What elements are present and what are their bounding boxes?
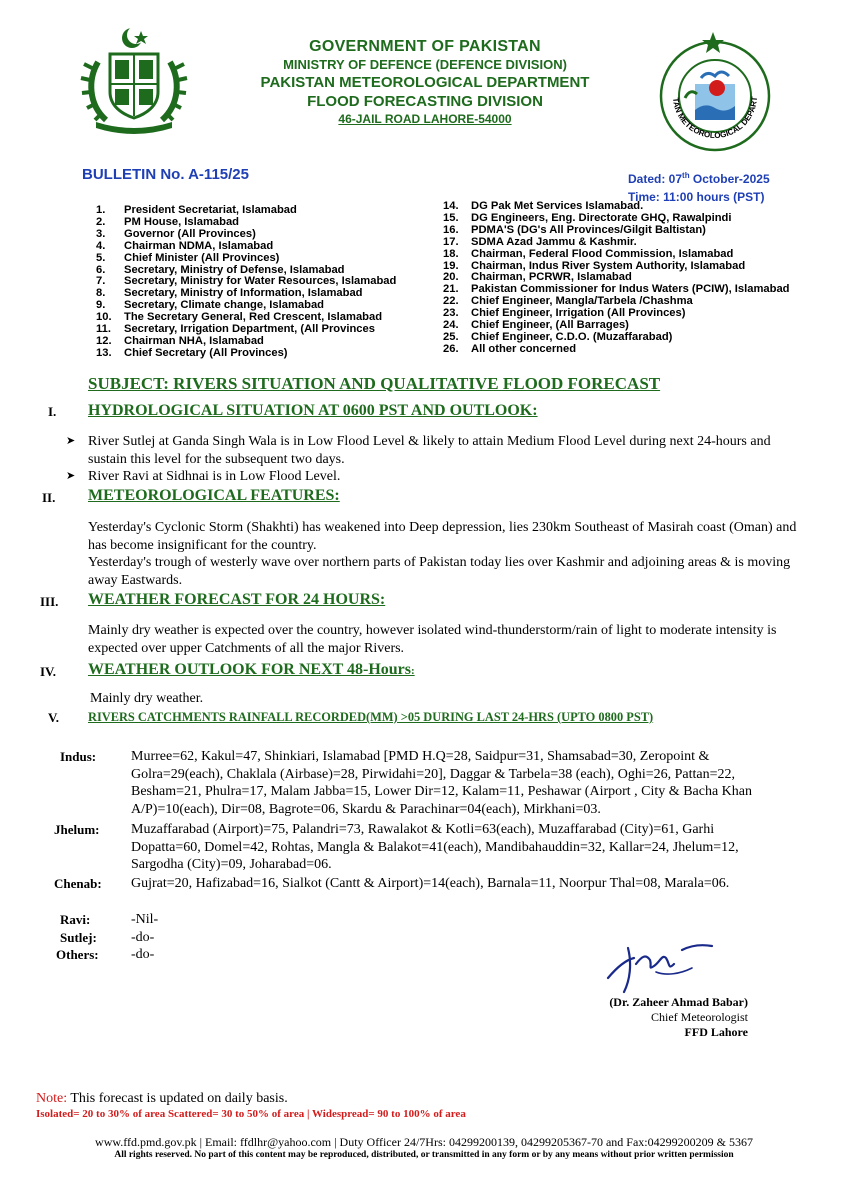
distribution-item-text: All other concerned [471,342,577,355]
distribution-item-text: SDMA Azad Jammu & Kashmir. [471,235,637,248]
signature-title: Chief Meteorologist [651,1010,748,1024]
distribution-item-text: Chairman, Indus River System Authority, Islamabad [471,259,746,272]
distribution-item-number: 2. [96,215,106,228]
distribution-item-text: Chairman, Federal Flood Commission, Islamabad [471,247,734,260]
distribution-item-text: Chief Engineer, Mangla/Tarbela /Chashma [471,295,693,308]
distribution-item [96,348,396,360]
rainfall-label-chenab: Chenab: [54,876,102,891]
section-4-title-text: WEATHER OUTLOOK FOR NEXT 48-Hours [88,661,411,678]
section-4-paragraph-1: Mainly dry weather. [90,691,204,706]
distribution-item-text: Secretary, Climate change, Islamabad [124,299,325,312]
distribution-item-text: Chief Engineer, (All Barrages) [471,319,629,332]
distribution-list-left [96,205,396,360]
distribution-item-text: Chairman, PCRWR, Islamabad [471,271,632,284]
section-3-paragraph-1: Mainly dry weather is expected over the country, however isolated wind-thunderstorm/rain of light to moderate intensity is expected over upper Catchments of all the major Rivers. [88,623,777,656]
pakistan-emblem-icon [78,24,190,134]
distribution-item-text: Secretary, Ministry of Defense, Islamabad [124,263,345,276]
distribution-item-text: Secretary, Ministry for Water Resources, Islamabad [124,275,397,288]
update-note [36,1091,288,1107]
rainfall-text-ravi: -Nil- [131,912,159,927]
distribution-item-number: 6. [96,263,106,276]
distribution-item-number: 20. [443,271,459,284]
distribution-item-number: 8. [96,287,106,300]
rainfall-text-jhelum: Muzaffarabad (Airport)=75, Palandri=73, Rawalakot & Kotli=63(each), Muzaffarabad (City)=61, Garhi Dopatta=60, Domel=42, Rohtas, Mangla & Balakot=41(each), Mandibahauddin=32, Kallar=24, Jhelum=12, Sargodha (City)=09, Joharabad=06. [131,822,739,873]
distribution-item-number: 19. [443,259,459,272]
header-department: PAKISTAN METEOROLOGICAL DEPARTMENT [260,74,590,91]
section-1-title: HYDROLOGICAL SITUATION AT 0600 PST AND OUTLOOK: [88,402,538,419]
distribution-item-number: 3. [96,227,106,240]
distribution-item-number: 10. [96,311,112,324]
distribution-list-right [443,201,790,356]
bulletin-date [628,167,770,188]
distribution-item-text: Chairman NHA, Islamabad [124,334,264,347]
distribution-item-text: Chief Minister (All Provinces) [124,251,280,264]
rainfall-text-others: -do- [131,947,155,962]
footer-rights: All rights reserved. No part of this content may be reproduced, distributed, or transmitted in any form or by any means without prior written permission [114,1150,734,1160]
section-1-bullet-1-text: River Sutlej at Ganda Singh Wala is in Low Flood Level & likely to attain Medium Flood Level during next 24-hours and sustain this level for the subsequent two days. [88,434,771,467]
distribution-item-number: 25. [443,330,459,343]
distribution-item-number: 24. [443,319,459,332]
section-4-title-suffix: : [411,665,415,677]
section-3-title: WEATHER FORECAST FOR 24 HOURS: [88,591,386,608]
distribution-item-number: 12. [96,334,112,347]
distribution-item-text: Chairman NDMA, Islamabad [124,239,274,252]
section-2-title: METEOROLOGICAL FEATURES: [88,487,340,504]
rainfall-label-sutlej: Sutlej: [60,930,97,945]
distribution-item-number: 26. [443,342,459,355]
rainfall-label-ravi: Ravi: [60,912,91,927]
distribution-item-number: 23. [443,307,459,320]
distribution-item-number: 17. [443,235,459,248]
section-3-number: III. [40,594,59,609]
distribution-item-number: 21. [443,283,459,296]
bulletin-time: Time: 11:00 hours (PST) [628,190,765,204]
section-4-title [88,661,415,679]
rainfall-text-indus: Murree=62, Kakul=47, Shinkiari, Islamabad [PMD H.Q=28, Saidpur=31, Shamsabad=30, Zeropoint & Golra=29(each), Chaklala (Airbase)=28, Pirwidahi=20], Daggar & Tarbela=38 (each), Oghi=26, Pattan=22, Besham=21, Phulra=17, Malam Jabba=15, Lower Dir=12, Kalam=11, Peshawar (Airport , City & Bacha Khan A/P)=10(each), Dir=08, Bagrote=06, Skardu & Parachinar=04(each), Mirkhani=03. [131,749,752,817]
distribution-item-text: Governor (All Provinces) [124,227,256,240]
rainfall-label-others: Others: [56,947,99,962]
distribution-item-text: PM House, Islamabad [124,215,240,228]
footer-contact: www.ffd.pmd.gov.pk | Email: ffdlhr@yahoo.com | Duty Officer 24/7Hrs: 04299200139, 04299205367-70 and Fax:04299200209 & 5367 [95,1135,753,1149]
distribution-item-number: 16. [443,223,459,236]
rainfall-label-indus: Indus: [60,749,97,764]
distribution-item-number: 7. [96,275,106,288]
rainfall-text-chenab: Gujrat=20, Hafizabad=16, Sialkot (Cantt & Airport)=14(each), Barnala=11, Noorpur Thal=08, Marala=06. [131,876,730,891]
subject-line: SUBJECT: RIVERS SITUATION AND QUALITATIVE FLOOD FORECAST [88,374,661,393]
distribution-item-text: Chief Secretary (All Provinces) [124,346,288,359]
section-4-number: IV. [40,664,57,679]
pmd-logo-text: TAN METEOROLOGICAL DEPART [670,96,760,141]
section-1-number: I. [48,404,57,419]
signature-block [540,995,748,1040]
section-1-bullet-2 [66,468,788,486]
section-2-number: II. [42,490,56,505]
distribution-item-text: Pakistan Commissioner for Indus Waters (PCIW), Islamabad [471,283,790,296]
distribution-item-number: 14. [443,200,459,212]
date-rest: October-2025 [689,172,770,186]
rainfall-label-jhelum: Jhelum: [54,822,100,837]
section-5-title: RIVERS CATCHMENTS RAINFALL RECORDED(MM) >05 DURING LAST 24-HRS (UPTO 0800 PST) [88,710,654,724]
distribution-item-number: 1. [96,204,106,216]
distribution-item-text: Secretary, Irrigation Department, (All Provinces [124,323,375,336]
date-sup: th [682,171,690,180]
pmd-emblem-icon [655,28,775,158]
distribution-item-number: 11. [96,323,111,336]
distribution-item-number: 22. [443,295,459,308]
coverage-legend: Isolated= 20 to 30% of area Scattered= 30 to 50% of area | Widespread= 90 to 100% of area [36,1108,466,1120]
note-label: Note: [36,1091,68,1106]
distribution-item-number: 13. [96,346,112,359]
section-2-paragraph-1: Yesterday's Cyclonic Storm (Shakhti) has weakened into Deep depression, lies 230km Southeast of Masirah coast (Oman) and has become insignificant for the country. [88,520,797,553]
distribution-item-number: 4. [96,239,106,252]
section-5-number: V. [48,710,59,725]
arrow-bullet-icon: ➤ [66,435,76,447]
distribution-item-text: Secretary, Ministry of Information, Islamabad [124,287,363,300]
pmd-logo [655,28,775,158]
distribution-item-text: Chief Engineer, Irrigation (All Provinces) [471,307,686,320]
distribution-item-number: 9. [96,299,106,312]
header-address: 46-JAIL ROAD LAHORE-54000 [338,112,512,126]
distribution-item-text: DG Engineers, Eng. Directorate GHQ, Rawalpindi [471,211,732,224]
distribution-item-text: President Secretariat, Islamabad [124,204,297,216]
section-1-bullet-2-text: River Ravi at Sidhnai is in Low Flood Level. [88,469,341,484]
distribution-item-text: Chief Engineer, C.D.O. (Muzaffarabad) [471,330,673,343]
distribution-item-text: PDMA'S (DG's All Provinces/Gilgit Baltistan) [471,223,706,236]
note-text: This forecast is updated on daily basis. [67,1091,288,1106]
distribution-item-text: DG Pak Met Services Islamabad. [471,200,644,212]
arrow-bullet-icon: ➤ [66,470,76,482]
signature-office: FFD Lahore [684,1025,748,1039]
rainfall-text-sutlej: -do- [131,930,155,945]
bulletin-number: BULLETIN No. A-115/25 [82,166,249,183]
signature-name: (Dr. Zaheer Ahmad Babar) [609,995,748,1009]
header-ministry: MINISTRY OF DEFENCE (DEFENCE DIVISION) [283,57,567,72]
header-division: FLOOD FORECASTING DIVISION [307,93,543,110]
distribution-item-number: 5. [96,251,106,264]
distribution-item-number: 18. [443,247,459,260]
distribution-item-number: 15. [443,211,459,224]
date-label: Dated: 07 [628,172,683,186]
section-1-bullet-1 [66,433,788,468]
section-2-paragraph-2: Yesterday's trough of westerly wave over northern parts of Pakistan today lies over Kashmir and adjoining areas & is moving away Eastwards. [88,555,791,588]
distribution-item [443,344,790,356]
handwritten-signature [596,936,726,996]
header-government: GOVERNMENT OF PAKISTAN [309,38,541,55]
distribution-item-text: The Secretary General, Red Crescent, Islamabad [124,311,383,324]
